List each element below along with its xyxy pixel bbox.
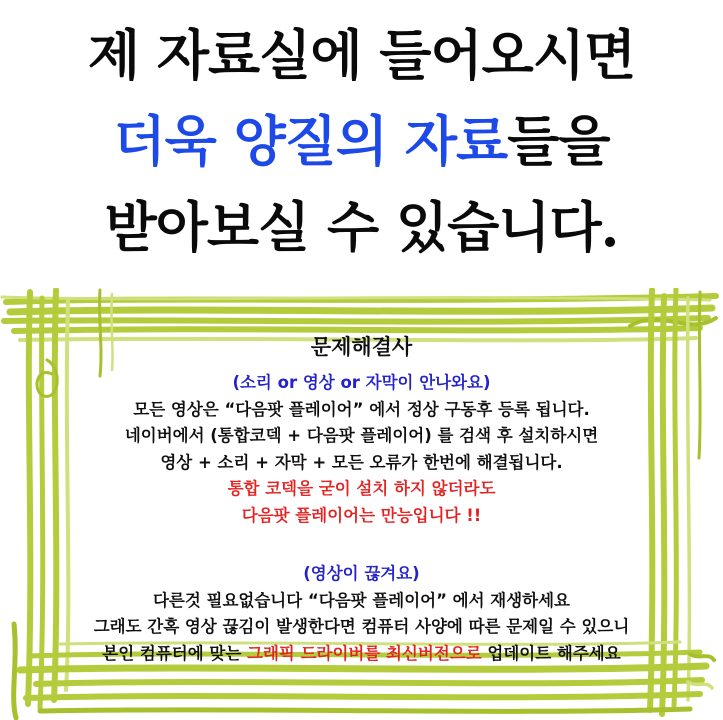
- section1-body-line: 네이버에서 (통합코덱 + 다음팟 플레이어) 를 검색 후 설치하시면: [124, 426, 599, 445]
- mixed-line-prefix: 본인 컴퓨터에 맞는: [102, 643, 248, 663]
- notice-content: [78, 334, 645, 667]
- mixed-line-highlight: 그래픽 드라이버를 최신버전으로: [247, 643, 482, 663]
- headline-line-3-text: 받아보실 수 있습니다.: [104, 195, 619, 259]
- section-gap: [78, 529, 645, 561]
- notice-box: [0, 288, 723, 720]
- headline-line-2-rest: 들을: [507, 109, 610, 173]
- headline: [0, 0, 723, 288]
- mixed-line-suffix: 업데이트 해주세요: [481, 643, 621, 663]
- section1-highlight-line: 통합 코덱을 굳이 설치 하지 않더라도: [227, 479, 496, 498]
- headline-line-1: [0, 12, 723, 98]
- section1-header: (소리 or 영상 or 자막이 안나와요): [232, 373, 491, 392]
- notice-title: 문제해결사: [310, 335, 413, 359]
- headline-line-1-text: 제 자료실에 들어오시면: [87, 23, 636, 87]
- headline-line-2-accent: 더욱 양질의 자료: [113, 109, 508, 173]
- section2-body-line: 다른것 필요없습니다 “다음팟 플레이어” 에서 재생하세요: [152, 590, 570, 610]
- section2-header: (영상이 끊겨요): [303, 564, 420, 583]
- headline-line-2: [0, 98, 723, 184]
- section1-body-line: 영상 + 소리 + 자막 + 모든 오류가 한번에 해결됩니다.: [160, 452, 563, 472]
- section2-mixed-line: [78, 641, 645, 668]
- section1-body-line: 모든 영상은 “다음팟 플레이어” 에서 정상 구동후 등록 됩니다.: [133, 399, 590, 419]
- headline-line-3: [0, 184, 723, 270]
- section2-body-line: 그래도 간혹 영상 끊김이 발생한다면 컴퓨터 사양에 따른 문제일 수 있으니: [93, 617, 630, 636]
- section1-highlight-line: 다음팟 플레이어는 만능입니다 !!: [241, 505, 482, 525]
